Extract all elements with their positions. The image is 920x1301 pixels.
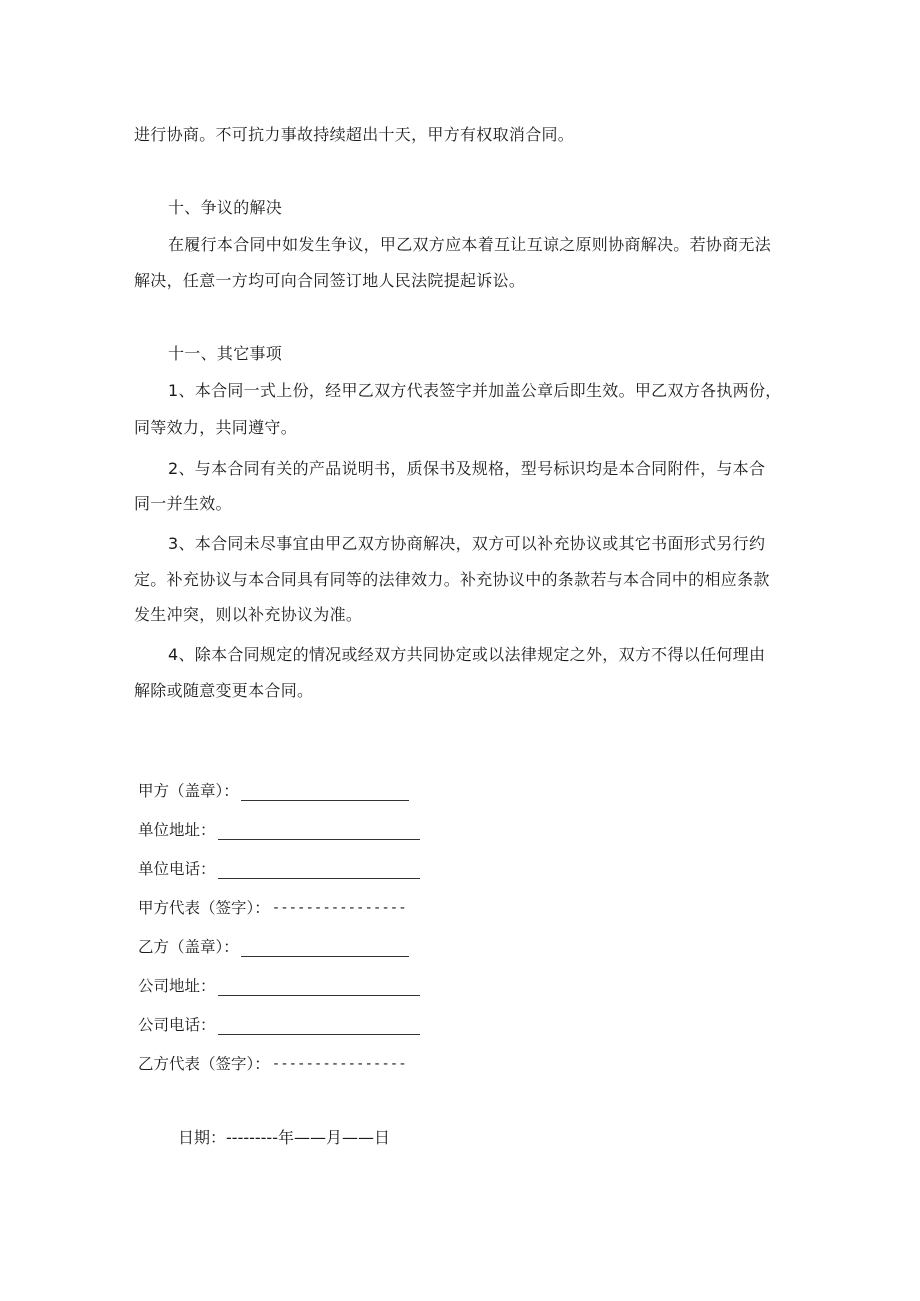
party-b-seal-row (138, 937, 409, 957)
party-a-address-field[interactable] (218, 823, 420, 840)
party-a-rep-row (138, 898, 407, 918)
section-11-title: 十一、其它事项 (168, 344, 283, 363)
party-b-phone-row (138, 1015, 420, 1035)
section-10-line-2: 解决，任意一方均可向合同签订地人民法院提起诉讼。 (134, 271, 526, 290)
party-b-rep-field[interactable]: ---------------- (271, 1056, 407, 1072)
party-b-seal-label: 乙方（盖章）： (138, 938, 239, 956)
date-label: 日期： (178, 1128, 227, 1147)
date-field[interactable]: ---------年——月——日 (226, 1128, 390, 1147)
date-row (178, 1128, 390, 1148)
item-3-line-1: 3、本合同未尽事宜由甲乙双方协商解决，双方可以补充协议或其它书面形式另行约 (168, 534, 766, 553)
party-a-phone-label: 单位电话： (138, 860, 216, 878)
item-3-line-3: 发生冲突，则以补充协议为准。 (134, 605, 363, 624)
party-b-phone-field[interactable] (218, 1018, 420, 1035)
party-a-rep-label: 甲方代表（签字）： (138, 899, 270, 917)
item-2-line-1: 2、与本合同有关的产品说明书，质保书及规格，型号标识均是本合同附件，与本合 (168, 459, 766, 478)
section-10-line-1: 在履行本合同中如发生争议，甲乙双方应本着互让互谅之原则协商解决。若协商无法 (168, 235, 772, 254)
party-b-rep-row (138, 1054, 407, 1074)
item-4-line-2: 解除或随意变更本合同。 (134, 681, 314, 700)
party-b-address-field[interactable] (218, 979, 420, 996)
party-b-phone-label: 公司电话： (138, 1016, 216, 1034)
party-a-seal-label: 甲方（盖章）： (138, 782, 239, 800)
section-10-title: 十、争议的解决 (168, 198, 283, 217)
party-b-address-row (138, 976, 420, 996)
paragraph-force-majeure-tail: 进行协商。不可抗力事故持续超出十天，甲方有权取消合同。 (134, 125, 575, 144)
party-b-rep-label: 乙方代表（签字）： (138, 1055, 270, 1073)
item-3-line-2: 定。补充协议与本合同具有同等的法律效力。补充协议中的条款若与本合同中的相应条款 (134, 570, 770, 589)
item-1-line-2: 同等效力，共同遵守。 (134, 418, 298, 437)
party-b-address-label: 公司地址： (138, 977, 216, 995)
item-4-line-1: 4、除本合同规定的情况或经双方共同协定或以法律规定之外，双方不得以任何理由 (168, 645, 766, 664)
item-2-line-2: 同一并生效。 (134, 494, 232, 513)
party-a-seal-row (138, 781, 409, 801)
party-a-rep-field[interactable]: ---------------- (271, 900, 407, 916)
party-a-phone-row (138, 859, 420, 879)
party-b-seal-field[interactable] (241, 940, 409, 957)
party-a-seal-field[interactable] (241, 784, 409, 801)
party-a-address-label: 单位地址： (138, 821, 216, 839)
party-a-address-row (138, 820, 420, 840)
party-a-phone-field[interactable] (218, 862, 420, 879)
item-1-line-1: 1、本合同一式上份，经甲乙双方代表签字并加盖公章后即生效。甲乙双方各执两份， (168, 381, 782, 400)
